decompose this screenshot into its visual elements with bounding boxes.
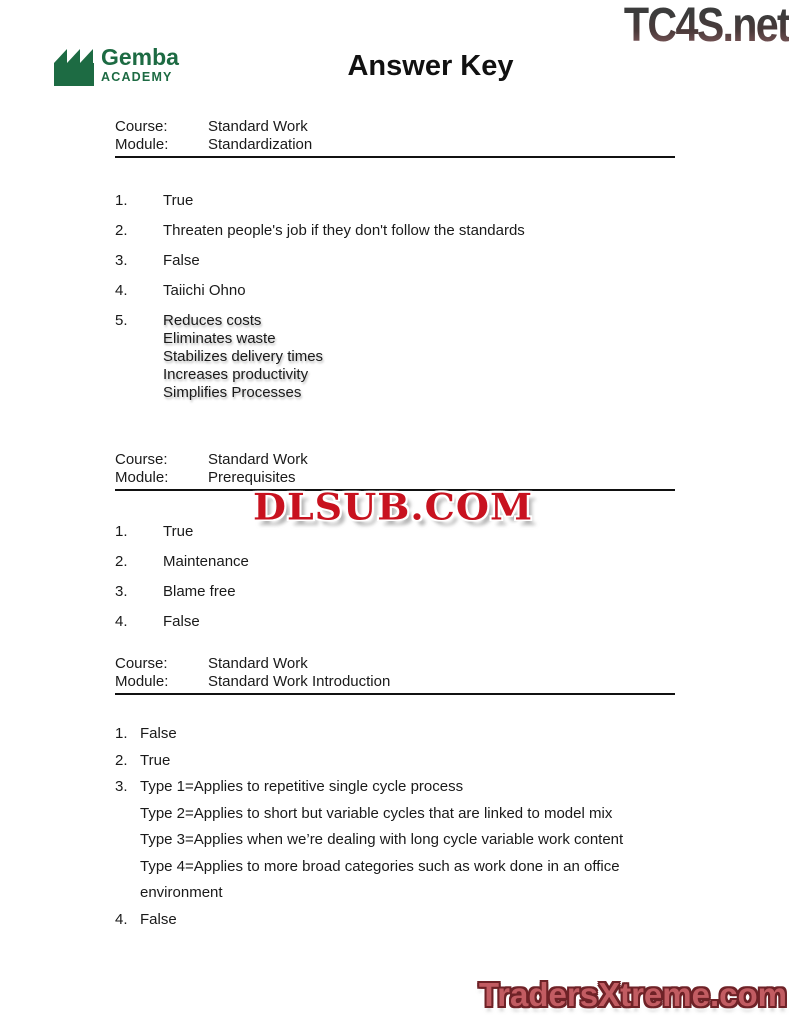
module-value: Standardization [208,136,313,153]
answer-number: 3. [115,778,128,795]
answer-line: Reduces costs [163,312,262,329]
answer-item [115,222,775,240]
answer-text [163,222,775,240]
course-label: Course: [115,451,168,468]
section-divider [115,693,675,695]
answer-text [140,774,775,907]
module-label: Module: [115,469,169,486]
answer-line: Blame free [163,583,236,600]
course-row [115,451,675,469]
answer-text [140,907,775,934]
section-header [115,655,675,695]
module-value: Prerequisites [208,469,296,486]
answer-line: environment [140,884,223,901]
course-label: Course: [115,118,168,135]
watermark-tradersxtreme: TradersXtreme.com [478,976,787,1013]
answer-item [115,774,775,907]
answer-line: Type 4=Applies to more broad categories such as work done in an office [140,857,620,875]
answer-text [140,721,775,748]
answer-item [115,252,775,270]
course-value: Standard Work [208,118,308,135]
answer-line: Simplifies Processes [163,384,302,401]
answer-item [115,613,775,631]
answer-item [115,312,775,402]
course-row [115,118,675,136]
answer-text [140,748,775,775]
course-section [115,451,775,631]
course-row [115,655,675,673]
answer-line: True [163,523,194,540]
answer-text [163,583,775,601]
answer-item [115,748,775,775]
answer-item [115,583,775,601]
module-label: Module: [115,673,169,690]
answer-text [163,192,775,210]
course-section [115,655,775,933]
course-label: Course: [115,655,168,672]
answer-line: True [140,751,171,769]
answer-number: 1. [115,192,128,209]
answer-number: 3. [115,583,128,600]
answer-text [163,252,775,270]
answer-line: Stabilizes delivery times [163,348,324,365]
answer-text [163,613,775,631]
logo-subtitle: ACADEMY [101,70,173,85]
answer-item [115,282,775,300]
answer-line: False [140,910,177,928]
answer-number: 1. [115,523,128,540]
answer-list [115,721,775,933]
answer-line: Type 2=Applies to short but variable cycles that are linked to model mix [140,804,613,822]
answer-item [115,907,775,934]
answer-line: False [140,725,177,742]
section-header [115,118,675,158]
answer-text [163,553,775,571]
section-divider [115,156,675,158]
answer-line: True [163,192,194,209]
answer-line: False [163,252,200,269]
logo-name: Gemba [101,44,179,71]
answer-line: Type 1=Applies to repetitive single cycle process [140,778,464,795]
answer-line: Eliminates waste [163,330,276,347]
answer-number: 4. [115,613,128,630]
answer-line: Threaten people's job if they don't follow the standards [163,222,525,239]
module-row [115,136,675,154]
answer-line: Increases productivity [163,366,309,383]
answer-number: 2. [115,751,128,769]
answer-text [163,282,775,300]
answer-number: 4. [115,910,128,928]
answer-item [115,192,775,210]
answer-number: 1. [115,725,128,742]
answer-list [115,523,775,631]
answer-number: 4. [115,282,128,299]
module-row [115,673,675,691]
watermark-tc4s: TC4S.net [623,0,789,52]
module-value: Standard Work Introduction [208,673,391,690]
answer-item [115,553,775,571]
answer-item [115,721,775,748]
answer-line: False [163,613,200,630]
module-label: Module: [115,136,169,153]
watermark-dlsub: DLSUB.COM [253,485,534,528]
answer-list [115,192,775,402]
answer-number: 3. [115,252,128,269]
course-section [115,118,775,402]
course-value: Standard Work [208,451,308,468]
answer-text [163,312,775,402]
answer-line: Maintenance [163,553,249,570]
answer-number: 5. [115,312,128,329]
answer-number: 2. [115,222,128,239]
answer-line: Taiichi Ohno [163,282,246,299]
page-title: Answer Key [347,50,514,82]
course-value: Standard Work [208,655,308,672]
answer-number: 2. [115,553,128,570]
answer-line: Type 3=Applies when we’re dealing with long cycle variable work content [140,831,624,848]
